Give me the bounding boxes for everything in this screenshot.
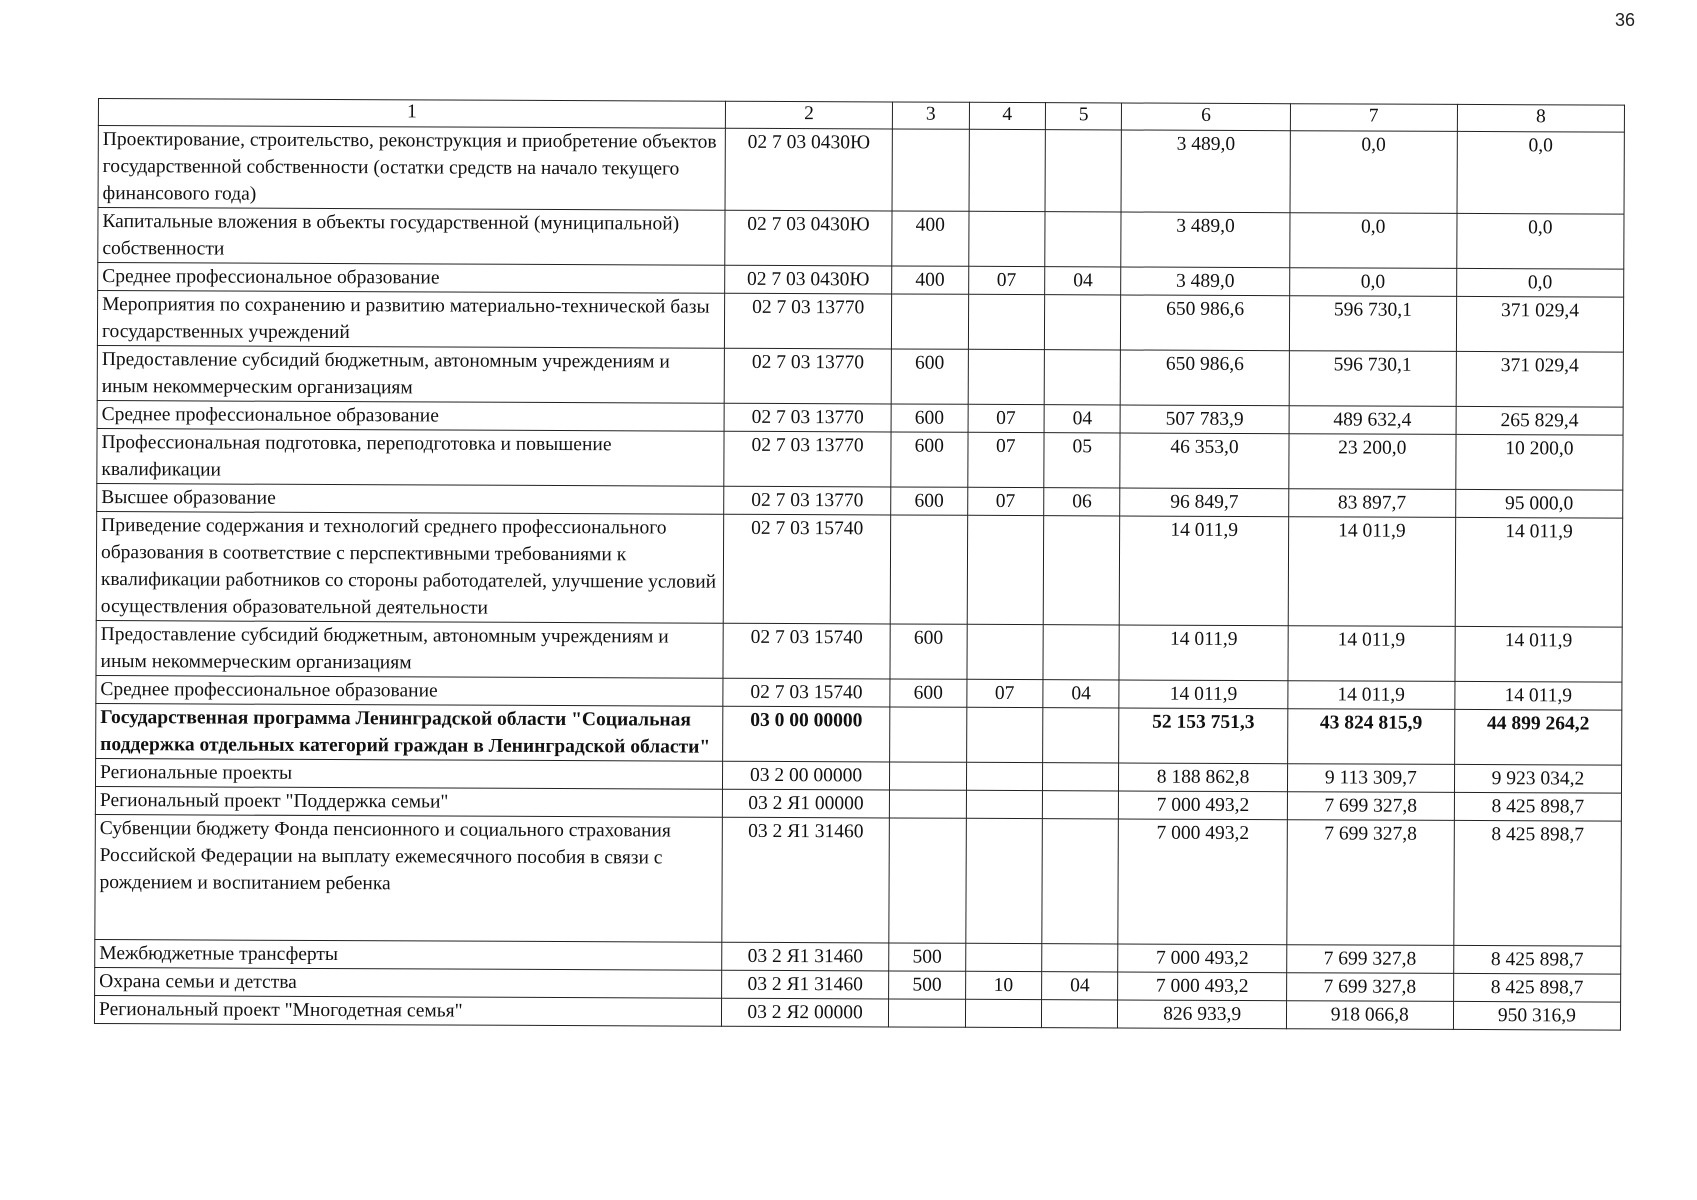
row-value7-cell: 14 011,9 [1288, 681, 1455, 710]
table-row [97, 428, 1623, 490]
row-value6-cell: 3 489,0 [1121, 130, 1290, 213]
row-col4-cell [965, 943, 1042, 971]
header-cell: 1 [98, 99, 725, 129]
row-value6-cell: 650 986,6 [1121, 295, 1289, 351]
row-code-cell: 03 2 00 00000 [722, 761, 889, 790]
row-col4-cell [965, 999, 1042, 1027]
row-code-cell: 02 7 03 13770 [724, 431, 891, 487]
row-value7-cell: 83 897,7 [1288, 489, 1455, 518]
row-code-cell: 02 7 03 15740 [723, 678, 890, 707]
row-value6-cell: 8 188 862,8 [1119, 763, 1287, 792]
row-col4-cell: 10 [965, 971, 1042, 999]
row-value8-cell: 371 029,4 [1456, 296, 1623, 352]
row-code-cell: 03 2 Я1 31460 [722, 942, 889, 971]
row-value6-cell: 3 489,0 [1121, 267, 1289, 296]
row-value7-cell: 7 699 327,8 [1286, 945, 1453, 974]
row-code-cell: 02 7 03 15740 [723, 514, 891, 624]
row-col3-cell [892, 129, 969, 211]
row-col4-cell [967, 624, 1044, 679]
row-name-cell: Государственная программа Ленинградской области "Социальная поддержка отдельных категорий граждан в Ленинградской области" [96, 703, 723, 761]
row-value6-cell: 96 849,7 [1120, 488, 1288, 517]
row-code-cell: 02 7 03 13770 [724, 403, 891, 432]
row-value8-cell: 44 899 264,2 [1454, 709, 1621, 765]
row-col4-cell [965, 818, 1042, 943]
row-value8-cell: 0,0 [1457, 131, 1625, 214]
table-row [97, 291, 1623, 353]
row-code-cell: 02 7 03 0430Ю [725, 210, 892, 266]
row-code-cell: 02 7 03 0430Ю [725, 265, 892, 294]
row-value8-cell: 10 200,0 [1456, 434, 1623, 490]
row-name-cell: Среднее профессиональное образование [98, 263, 725, 294]
row-value6-cell: 3 489,0 [1121, 212, 1289, 268]
row-value6-cell: 7 000 493,2 [1118, 972, 1286, 1001]
row-value7-cell: 7 699 327,8 [1287, 792, 1454, 821]
row-col4-cell [968, 349, 1045, 404]
row-value6-cell: 52 153 751,3 [1119, 708, 1287, 764]
row-name-cell: Капитальные вложения в объекты государственной (муниципальной) собственности [98, 208, 725, 266]
table-row [94, 995, 1620, 1030]
row-col3-cell: 600 [891, 404, 968, 432]
row-code-cell: 02 7 03 13770 [724, 348, 891, 404]
row-value7-cell: 0,0 [1289, 213, 1456, 269]
header-cell: 4 [969, 102, 1046, 129]
row-value7-cell: 596 730,1 [1289, 351, 1456, 407]
row-name-cell: Региональный проект "Поддержка семьи" [95, 786, 722, 817]
row-col3-cell: 400 [892, 211, 969, 266]
row-value8-cell: 8 425 898,7 [1454, 820, 1622, 946]
row-name-cell: Профессиональная подготовка, переподготовка и повышение квалификации [97, 428, 724, 486]
row-value7-cell: 23 200,0 [1289, 434, 1456, 490]
row-code-cell: 02 7 03 15740 [723, 623, 890, 679]
row-value6-cell: 650 986,6 [1121, 350, 1289, 406]
budget-table-container [94, 98, 1625, 1031]
row-col4-cell [966, 762, 1043, 790]
row-code-cell: 02 7 03 0430Ю [725, 128, 892, 211]
table-row [96, 620, 1622, 682]
row-value7-cell: 489 632,4 [1289, 406, 1456, 435]
row-col3-cell: 600 [891, 432, 968, 487]
row-name-cell: Проектирование, строительство, реконструкция и приобретение объектов государственной собственности (остатки средств на начало текущего финансового года) [98, 126, 725, 211]
row-col5-cell [1042, 791, 1119, 819]
row-col3-cell [889, 790, 966, 818]
row-name-cell: Высшее образование [97, 483, 724, 514]
row-col3-cell: 500 [889, 971, 966, 999]
row-value8-cell: 9 923 034,2 [1454, 764, 1621, 793]
row-col4-cell [968, 211, 1045, 266]
row-value8-cell: 265 829,4 [1456, 406, 1623, 435]
row-col4-cell: 07 [967, 487, 1044, 515]
row-value6-cell: 7 000 493,2 [1118, 819, 1287, 945]
row-value8-cell: 8 425 898,7 [1454, 792, 1621, 821]
row-col4-cell [966, 707, 1043, 762]
table-row [97, 345, 1623, 407]
row-col4-cell: 07 [968, 404, 1045, 432]
header-cell: 6 [1122, 103, 1290, 131]
header-cell: 5 [1045, 103, 1122, 130]
row-col3-cell [889, 999, 966, 1027]
row-col5-cell: 04 [1045, 267, 1122, 295]
row-value8-cell: 14 011,9 [1455, 517, 1623, 627]
row-name-cell: Охрана семьи и детства [95, 967, 722, 998]
row-value6-cell: 826 933,9 [1118, 1000, 1286, 1029]
row-col3-cell [890, 707, 967, 762]
row-value7-cell: 43 824 815,9 [1287, 709, 1454, 765]
row-col5-cell [1043, 763, 1120, 791]
row-code-cell: 02 7 03 13770 [724, 293, 891, 349]
row-name-cell: Приведение содержания и технологий среднего профессионального образования в соответствие с перспективными требованиями к квалификации работников со стороны работодателей, улучшение условий осуществления образовательной деятельности [96, 511, 723, 623]
row-col5-cell [1043, 516, 1120, 625]
row-col3-cell: 600 [891, 487, 968, 515]
row-value8-cell: 95 000,0 [1456, 489, 1623, 518]
row-col3-cell [889, 818, 966, 943]
row-value7-cell: 7 699 327,8 [1287, 820, 1455, 946]
row-value8-cell: 14 011,9 [1455, 626, 1622, 682]
row-col3-cell: 500 [889, 943, 966, 971]
row-value7-cell: 9 113 309,7 [1287, 764, 1454, 793]
row-value6-cell: 7 000 493,2 [1119, 791, 1287, 820]
row-col4-cell [966, 790, 1043, 818]
row-col5-cell [1043, 708, 1120, 763]
row-value7-cell: 7 699 327,8 [1286, 973, 1453, 1002]
row-col4-cell: 07 [967, 432, 1044, 487]
row-name-cell: Предоставление субсидий бюджетным, автономным учреждениям и иным некоммерческим организациям [97, 345, 724, 403]
table-row [98, 208, 1624, 270]
row-name-cell: Предоставление субсидий бюджетным, автономным учреждениям и иным некоммерческим организациям [96, 620, 723, 678]
row-col3-cell [890, 515, 967, 624]
header-cell: 7 [1290, 104, 1457, 132]
row-value6-cell: 46 353,0 [1120, 433, 1288, 489]
row-value8-cell: 14 011,9 [1455, 681, 1622, 710]
row-col4-cell [967, 515, 1044, 624]
row-name-cell: Субвенции бюджету Фонда пенсионного и социального страхования Российской Федерации на выплату ежемесячного пособия в связи с рождением и воспитанием ребенка [95, 814, 723, 942]
row-col4-cell: 07 [966, 679, 1043, 707]
row-col5-cell [1041, 1000, 1118, 1028]
row-col4-cell [968, 294, 1045, 349]
row-col5-cell [1043, 625, 1120, 680]
row-col3-cell: 600 [890, 624, 967, 679]
row-col5-cell: 06 [1044, 488, 1121, 516]
row-col5-cell [1045, 130, 1122, 212]
row-value6-cell: 14 011,9 [1119, 680, 1287, 709]
row-value7-cell: 596 730,1 [1289, 296, 1456, 352]
row-value8-cell: 371 029,4 [1456, 351, 1623, 407]
row-value7-cell: 0,0 [1289, 268, 1456, 297]
row-col3-cell [890, 762, 967, 790]
row-col3-cell: 600 [890, 679, 967, 707]
row-value8-cell: 0,0 [1456, 268, 1623, 297]
row-col3-cell: 400 [892, 266, 969, 294]
row-code-cell: 03 2 Я2 00000 [721, 998, 888, 1027]
table-row [98, 126, 1624, 215]
row-col4-cell [969, 129, 1046, 211]
row-col5-cell [1045, 212, 1122, 267]
row-code-cell: 03 2 Я1 31460 [722, 970, 889, 999]
row-name-cell: Мероприятия по сохранению и развитию материально-технической базы государственных учреждений [97, 291, 724, 349]
header-cell: 8 [1457, 104, 1624, 132]
row-col5-cell [1044, 350, 1121, 405]
row-name-cell: Региональные проекты [95, 758, 722, 789]
header-cell: 3 [892, 102, 969, 129]
table-row [96, 703, 1622, 765]
row-col4-cell: 07 [968, 266, 1045, 294]
row-value7-cell: 14 011,9 [1288, 517, 1456, 627]
row-col5-cell [1042, 819, 1119, 944]
row-value8-cell: 8 425 898,7 [1454, 945, 1621, 974]
row-value6-cell: 14 011,9 [1120, 516, 1289, 626]
row-col5-cell: 05 [1044, 433, 1121, 488]
row-value7-cell: 918 066,8 [1286, 1001, 1453, 1030]
row-value8-cell: 0,0 [1457, 213, 1624, 269]
row-col5-cell: 04 [1043, 680, 1120, 708]
row-value6-cell: 507 783,9 [1121, 405, 1289, 434]
row-col5-cell: 04 [1042, 972, 1119, 1000]
row-code-cell: 03 2 Я1 31460 [722, 817, 890, 943]
row-name-cell: Региональный проект "Многодетная семья" [94, 995, 721, 1026]
row-value6-cell: 7 000 493,2 [1118, 944, 1286, 973]
table-row [95, 814, 1622, 946]
row-code-cell: 03 2 Я1 00000 [722, 789, 889, 818]
page-number: 36 [1614, 10, 1635, 30]
header-cell: 2 [725, 101, 892, 129]
row-value7-cell: 14 011,9 [1288, 626, 1455, 682]
row-name-cell: Среднее профессиональное образование [96, 675, 723, 706]
row-value6-cell: 14 011,9 [1119, 625, 1287, 681]
row-name-cell: Межбюджетные трансферты [95, 939, 722, 970]
row-col5-cell [1042, 944, 1119, 972]
budget-table [94, 98, 1625, 1031]
row-code-cell: 03 0 00 00000 [723, 706, 890, 762]
row-name-cell: Среднее профессиональное образование [97, 400, 724, 431]
row-col3-cell [892, 294, 969, 349]
row-value8-cell: 950 316,9 [1453, 1001, 1620, 1030]
row-code-cell: 02 7 03 13770 [724, 486, 891, 515]
table-row [96, 511, 1622, 627]
row-col5-cell [1044, 295, 1121, 350]
row-col5-cell: 04 [1044, 405, 1121, 433]
row-value7-cell: 0,0 [1290, 131, 1457, 214]
row-col3-cell: 600 [891, 349, 968, 404]
row-value8-cell: 8 425 898,7 [1453, 973, 1620, 1002]
